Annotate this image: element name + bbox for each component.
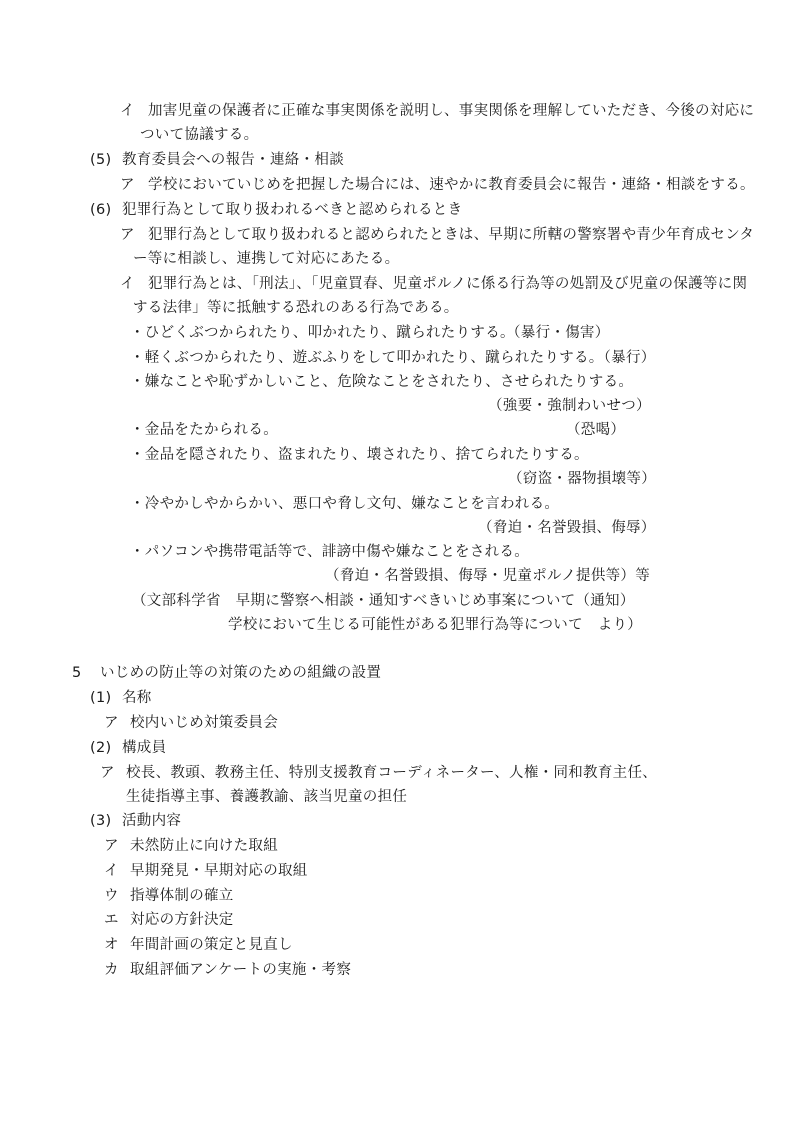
item-marker: イ (120, 276, 135, 292)
example-item: ・嫌なことや恥ずかしいこと、危険なことをされたり、させられたりする。 (130, 374, 634, 390)
subsection-number: (1) (90, 690, 112, 706)
example-offense: （暴行・傷害） (506, 325, 610, 341)
example-item: ・冷やかしやからかい、悪口や脅し文句、嫌なことを言われる。 (130, 496, 560, 512)
example-offense: （窃盗・器物損壊等） (508, 471, 656, 487)
paragraph-line: 校長、教頭、教務主任、特別支援教育コーディネーター、人権・同和教育主任、 (126, 765, 658, 781)
item-marker: ア (104, 715, 119, 731)
paragraph-line: 校内いじめ対策委員会 (130, 715, 278, 731)
list-item: 未然防止に向けた取組 (130, 838, 278, 854)
example-offense: （脅迫・名誉毀損、侮辱） (478, 520, 656, 536)
item-marker: ア (120, 227, 135, 243)
section-number: 5 (72, 665, 82, 681)
source-citation: 学校において生じる可能性がある犯罪行為等について より） (228, 617, 643, 633)
subsection-heading: 教育委員会への報告・連絡・相談 (122, 152, 344, 168)
list-item: 対応の方針決定 (130, 912, 234, 928)
example-item: ・ひどくぶつかられたり、叩かれたり、蹴られたりする。 (130, 325, 515, 341)
paragraph-line: 学校においていじめを把握した場合には、速やかに教育委員会に報告・連絡・相談をする。 (148, 177, 755, 193)
subsection-heading: 名称 (122, 690, 152, 706)
example-item: ・軽くぶつかられたり、遊ぶふりをして叩かれたり、蹴られたりする。（暴行） (130, 350, 656, 366)
subsection-number: (5) (90, 152, 112, 168)
example-item: ・金品をたかられる。 (130, 422, 278, 438)
subsection-heading: 犯罪行為として取り扱われるべきと認められるとき (122, 202, 463, 218)
example-offense: （強要・強制わいせつ） (488, 398, 651, 414)
list-item: 年間計画の策定と見直し (130, 937, 293, 953)
paragraph-line: ついて協議する。 (140, 127, 259, 143)
example-offense: （脅迫・名誉毀損、侮辱・児童ポルノ提供等）等 (325, 568, 651, 584)
paragraph-line: する法律」等に抵触する恐れのある行為である。 (133, 300, 459, 316)
subsection-heading: 構成員 (122, 740, 167, 756)
item-marker: エ (104, 912, 119, 928)
subsection-heading: 活動内容 (122, 813, 182, 829)
item-marker: イ (120, 103, 135, 119)
list-item: 早期発見・早期対応の取組 (130, 863, 308, 879)
subsection-number: (2) (90, 740, 112, 756)
example-offense: （恐喝） (566, 422, 626, 438)
paragraph-line: 加害児童の保護者に正確な事実関係を説明し、事実関係を理解していただき、今後の対応に (148, 103, 755, 119)
item-marker: イ (104, 863, 119, 879)
paragraph-line: 犯罪行為として取り扱われると認められたときは、早期に所轄の警察署や青少年育成センタ (148, 227, 755, 243)
section-title: いじめの防止等の対策のための組織の設置 (100, 665, 382, 681)
item-marker: ウ (104, 888, 119, 904)
source-citation: （文部科学省 早期に警察へ相談・通知すべきいじめ事案について（通知） (132, 593, 635, 609)
example-item: ・パソコンや携帯電話等で、誹謗中傷や嫌なことをされる。 (130, 544, 530, 560)
item-marker: オ (104, 937, 119, 953)
paragraph-line: ー等に相談し、連携して対応にあたる。 (133, 251, 400, 267)
paragraph-line: 犯罪行為とは、「刑法」、「児童買春、児童ポルノに係る行為等の処罰及び児童の保護等に関 (148, 276, 748, 292)
subsection-number: (3) (90, 813, 112, 829)
item-marker: ア (100, 765, 115, 781)
list-item: 指導体制の確立 (130, 888, 234, 904)
subsection-number: (6) (90, 202, 112, 218)
paragraph-line: 生徒指導主事、養護教諭、該当児童の担任 (126, 789, 408, 805)
item-marker: ア (104, 838, 119, 854)
list-item: 取組評価アンケートの実施・考察 (130, 962, 352, 978)
item-marker: カ (104, 962, 119, 978)
example-item: ・金品を隠されたり、盗まれたり、壊されたり、捨てられたりする。 (130, 447, 589, 463)
item-marker: ア (120, 177, 135, 193)
